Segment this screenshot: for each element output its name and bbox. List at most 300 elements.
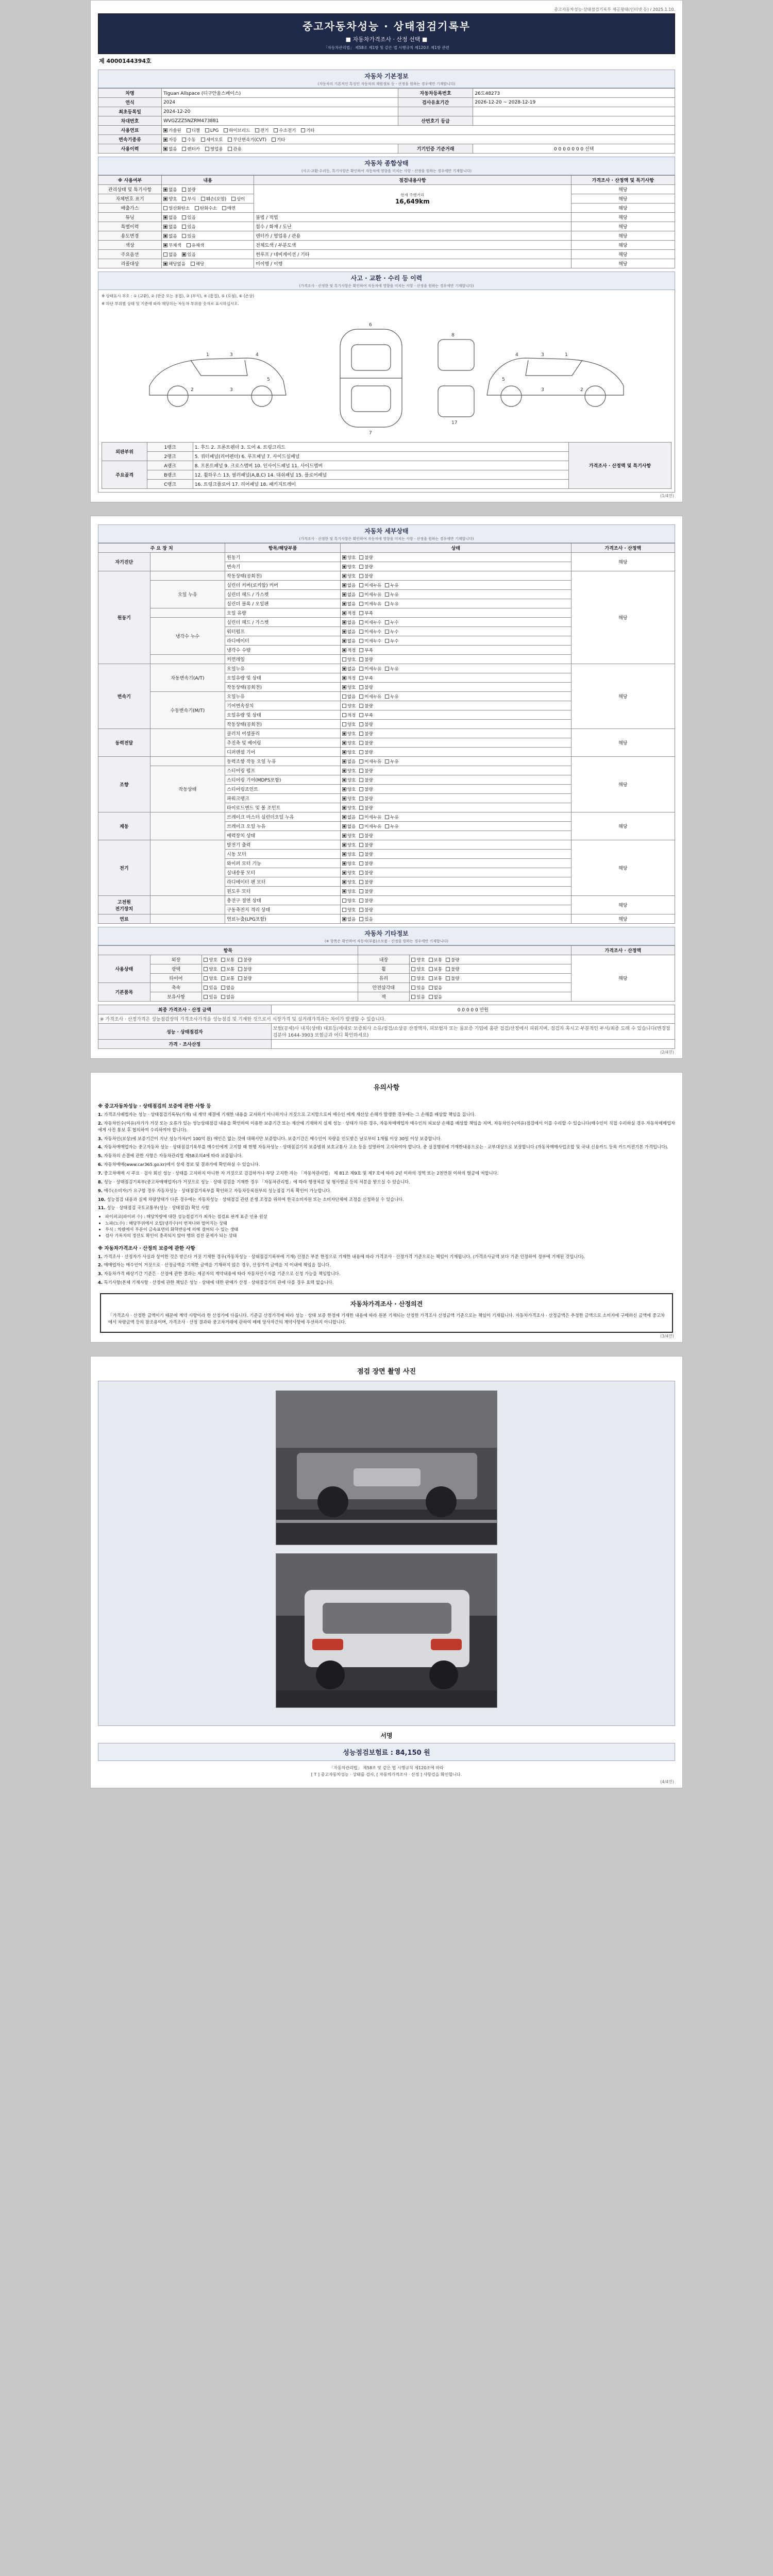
checkbox-icon[interactable] <box>385 694 389 699</box>
other-opt-a-0-1[interactable]: 보통 <box>221 957 234 963</box>
detail-item-opts[interactable] <box>340 673 571 683</box>
checkbox-icon[interactable] <box>342 908 346 912</box>
detail-opt-8-1[interactable]: 있음 <box>359 916 373 922</box>
detail-item-opts[interactable] <box>340 914 571 924</box>
checkbox-icon[interactable] <box>359 685 363 689</box>
detail-opt-5-2[interactable]: 누유 <box>385 814 398 820</box>
checkbox-icon[interactable] <box>342 657 346 662</box>
checkbox-icon[interactable] <box>342 880 346 884</box>
fuel-opt-2[interactable]: LPG <box>205 128 219 133</box>
checkbox-icon[interactable] <box>221 958 225 962</box>
checkbox-icon[interactable] <box>342 620 346 624</box>
other-opts-2[interactable] <box>410 955 571 964</box>
checkbox-icon[interactable] <box>385 815 389 819</box>
checkbox-icon[interactable] <box>429 976 433 980</box>
checkbox-icon[interactable] <box>342 630 346 634</box>
checkbox-icon[interactable] <box>342 871 346 875</box>
fuel-opt-1[interactable]: 디젤 <box>187 127 200 133</box>
checkbox-icon[interactable] <box>342 899 346 903</box>
detail-opt-1-1[interactable]: 미세누유 <box>359 601 381 607</box>
overall-opts-5[interactable]: 없음 있음 <box>162 231 254 241</box>
detail-opt-4-1[interactable]: 불량 <box>359 768 373 774</box>
overall-opts-4[interactable]: 없음 있음 <box>162 222 254 231</box>
detail-item-opts[interactable] <box>340 794 571 803</box>
checkbox-icon[interactable] <box>385 620 389 624</box>
detail-item-opts[interactable] <box>340 850 571 859</box>
detail-opt-4-1[interactable]: 미세누유 <box>359 758 381 765</box>
checkbox-icon[interactable] <box>204 958 208 962</box>
detail-opt-1-0[interactable]: 없음 <box>342 582 356 588</box>
detail-item-opts[interactable] <box>340 757 571 766</box>
other-opts-1[interactable] <box>202 955 358 964</box>
checkbox-icon[interactable] <box>342 648 346 652</box>
checkbox-icon[interactable] <box>359 713 363 717</box>
detail-opt-0-0[interactable]: 양호 <box>342 554 356 561</box>
detail-opt-2-1[interactable]: 미세누유 <box>359 693 381 700</box>
checkbox-icon[interactable] <box>342 722 346 726</box>
checkbox-icon[interactable] <box>342 778 346 782</box>
detail-opt-1-1[interactable]: 불량 <box>359 573 373 579</box>
checkbox-icon[interactable] <box>359 611 363 615</box>
checkbox-icon[interactable] <box>359 722 363 726</box>
detail-opt-3-0[interactable]: 양호 <box>342 749 356 755</box>
overall-opts-6[interactable]: 무채색 유채색 <box>162 241 254 250</box>
detail-opt-6-1[interactable]: 불량 <box>359 888 373 894</box>
detail-opt-3-1[interactable]: 불량 <box>359 749 373 755</box>
checkbox-icon[interactable] <box>342 639 346 643</box>
detail-opt-1-0[interactable]: 없음 <box>342 591 356 598</box>
detail-opt-2-0[interactable]: 양호 <box>342 684 356 690</box>
checkbox-icon[interactable] <box>359 620 363 624</box>
checkbox-icon[interactable] <box>221 986 225 990</box>
other-opt-a-0-2[interactable]: 불량 <box>238 957 251 963</box>
detail-opt-4-0[interactable]: 양호 <box>342 786 356 792</box>
checkbox-icon[interactable] <box>359 583 363 587</box>
checkbox-icon[interactable] <box>359 899 363 903</box>
checkbox-icon[interactable] <box>359 806 363 810</box>
use-history-options[interactable] <box>162 144 398 154</box>
detail-item-opts[interactable] <box>340 877 571 887</box>
detail-opt-2-1[interactable]: 부족 <box>359 675 373 681</box>
fuel-opt-3[interactable]: 하이브리드 <box>224 127 250 133</box>
checkbox-icon[interactable] <box>204 995 208 999</box>
checkbox-icon[interactable] <box>411 958 415 962</box>
detail-opt-3-0[interactable]: 양호 <box>342 731 356 737</box>
detail-opt-6-1[interactable]: 불량 <box>359 842 373 848</box>
other-opt-b-4-0[interactable]: 있음 <box>411 994 425 1000</box>
other-opts-2[interactable] <box>410 974 571 983</box>
other-opt-b-4-1[interactable]: 없음 <box>429 994 442 1000</box>
checkbox-icon[interactable] <box>342 824 346 828</box>
checkbox-icon[interactable] <box>359 630 363 634</box>
checkbox-icon[interactable] <box>238 958 242 962</box>
detail-opt-6-1[interactable]: 불량 <box>359 879 373 885</box>
detail-opt-2-1[interactable]: 미세누유 <box>359 666 381 672</box>
checkbox-icon[interactable] <box>359 834 363 838</box>
checkbox-icon[interactable] <box>342 685 346 689</box>
checkbox-icon[interactable] <box>342 667 346 671</box>
gear-opt-1[interactable]: 수동 <box>182 137 195 143</box>
checkbox-icon[interactable] <box>342 713 346 717</box>
overall-opts-8[interactable]: 해당없음 해당 <box>162 259 254 268</box>
checkbox-icon[interactable] <box>342 834 346 838</box>
checkbox-icon[interactable] <box>359 843 363 847</box>
detail-opt-0-1[interactable]: 불량 <box>359 564 373 570</box>
checkbox-icon[interactable] <box>359 871 363 875</box>
other-opt-a-1-0[interactable]: 양호 <box>204 966 217 972</box>
detail-opt-2-1[interactable]: 불량 <box>359 721 373 727</box>
other-opt-a-0-0[interactable]: 양호 <box>204 957 217 963</box>
checkbox-icon[interactable] <box>411 995 415 999</box>
detail-opt-1-2[interactable]: 누유 <box>385 582 398 588</box>
detail-item-opts[interactable] <box>340 646 571 655</box>
other-opt-b-2-0[interactable]: 양호 <box>411 975 425 981</box>
checkbox-icon[interactable] <box>342 815 346 819</box>
checkbox-icon[interactable] <box>204 976 208 980</box>
overall-opts-1[interactable]: 양호 부식 훼손(오염) 상이 <box>162 194 254 204</box>
detail-opt-3-1[interactable]: 불량 <box>359 740 373 746</box>
use-opt-2[interactable]: 영업용 <box>205 146 223 152</box>
checkbox-icon[interactable] <box>385 592 389 597</box>
detail-item-opts[interactable] <box>340 664 571 673</box>
other-opt-b-2-2[interactable]: 불량 <box>446 975 459 981</box>
detail-opt-5-0[interactable]: 없음 <box>342 823 356 829</box>
detail-opt-1-1[interactable]: 미세누수 <box>359 619 381 625</box>
checkbox-icon[interactable] <box>359 648 363 652</box>
checkbox-icon[interactable] <box>359 657 363 662</box>
gear-opt-2[interactable]: 세미오토 <box>201 137 223 143</box>
checkbox-icon[interactable] <box>385 759 389 764</box>
fuel-opt-4[interactable]: 전기 <box>255 127 268 133</box>
detail-opt-8-0[interactable]: 없음 <box>342 916 356 922</box>
other-opt-a-1-2[interactable]: 불량 <box>238 966 251 972</box>
other-opt-a-2-0[interactable]: 양호 <box>204 975 217 981</box>
detail-item-opts[interactable] <box>340 887 571 896</box>
detail-opt-4-1[interactable]: 불량 <box>359 805 373 811</box>
checkbox-icon[interactable] <box>359 602 363 606</box>
checkbox-icon[interactable] <box>342 574 346 578</box>
detail-opt-2-1[interactable]: 불량 <box>359 684 373 690</box>
checkbox-icon[interactable] <box>359 704 363 708</box>
detail-item-opts[interactable] <box>340 868 571 877</box>
detail-item-opts[interactable] <box>340 571 571 581</box>
detail-item-opts[interactable] <box>340 692 571 701</box>
detail-opt-1-2[interactable]: 누수 <box>385 619 398 625</box>
detail-opt-0-0[interactable]: 양호 <box>342 564 356 570</box>
gear-options[interactable] <box>162 135 675 144</box>
gear-opt-4[interactable]: 기타 <box>272 137 285 143</box>
detail-item-opts[interactable] <box>340 683 571 692</box>
checkbox-icon[interactable] <box>359 639 363 643</box>
other-opt-a-1-1[interactable]: 보통 <box>221 966 234 972</box>
checkbox-icon[interactable] <box>359 908 363 912</box>
checkbox-icon[interactable] <box>342 759 346 764</box>
checkbox-icon[interactable] <box>359 852 363 856</box>
checkbox-icon[interactable] <box>359 555 363 560</box>
checkbox-icon[interactable] <box>429 986 433 990</box>
detail-opt-1-1[interactable]: 부족 <box>359 647 373 653</box>
other-opt-b-1-1[interactable]: 보통 <box>429 966 442 972</box>
detail-opt-4-2[interactable]: 누유 <box>385 758 398 765</box>
checkbox-icon[interactable] <box>342 852 346 856</box>
fuel-options[interactable] <box>162 126 675 135</box>
checkbox-icon[interactable] <box>429 967 433 971</box>
detail-opt-7-1[interactable]: 불량 <box>359 897 373 904</box>
checkbox-icon[interactable] <box>385 630 389 634</box>
use-opt-0[interactable]: 없음 <box>163 146 177 152</box>
detail-opt-2-1[interactable]: 부족 <box>359 712 373 718</box>
other-opts-1[interactable] <box>202 983 358 992</box>
detail-opt-4-0[interactable]: 없음 <box>342 758 356 765</box>
detail-opt-4-0[interactable]: 양호 <box>342 805 356 811</box>
checkbox-icon[interactable] <box>359 574 363 578</box>
checkbox-icon[interactable] <box>359 796 363 801</box>
detail-opt-2-1[interactable]: 불량 <box>359 703 373 709</box>
checkbox-icon[interactable] <box>342 602 346 606</box>
detail-opt-4-0[interactable]: 양호 <box>342 777 356 783</box>
checkbox-icon[interactable] <box>429 995 433 999</box>
detail-item-opts[interactable] <box>340 905 571 914</box>
detail-item-opts[interactable] <box>340 655 571 664</box>
detail-opt-5-1[interactable]: 미세누유 <box>359 823 381 829</box>
checkbox-icon[interactable] <box>411 967 415 971</box>
other-opt-a-2-2[interactable]: 불량 <box>238 975 251 981</box>
checkbox-icon[interactable] <box>385 583 389 587</box>
checkbox-icon[interactable] <box>359 769 363 773</box>
checkbox-icon[interactable] <box>204 986 208 990</box>
detail-item-opts[interactable] <box>340 831 571 840</box>
checkbox-icon[interactable] <box>238 967 242 971</box>
detail-item-opts[interactable] <box>340 766 571 775</box>
detail-opt-5-1[interactable]: 미세누유 <box>359 814 381 820</box>
checkbox-icon[interactable] <box>342 917 346 921</box>
detail-opt-1-0[interactable]: 적정 <box>342 610 356 616</box>
detail-opt-1-2[interactable]: 누수 <box>385 629 398 635</box>
checkbox-icon[interactable] <box>446 976 450 980</box>
checkbox-icon[interactable] <box>446 958 450 962</box>
detail-opt-1-1[interactable]: 부족 <box>359 610 373 616</box>
checkbox-icon[interactable] <box>359 824 363 828</box>
detail-opt-5-0[interactable]: 양호 <box>342 833 356 839</box>
checkbox-icon[interactable] <box>221 967 225 971</box>
detail-opt-1-0[interactable]: 없음 <box>342 638 356 644</box>
fuel-opt-5[interactable]: 수소전기 <box>274 127 296 133</box>
detail-opt-2-0[interactable]: 없음 <box>342 693 356 700</box>
detail-opt-2-0[interactable]: 적정 <box>342 675 356 681</box>
detail-opt-1-2[interactable]: 누유 <box>385 601 398 607</box>
overall-opts-3[interactable]: 없음 있음 <box>162 213 254 222</box>
checkbox-icon[interactable] <box>342 732 346 736</box>
detail-opt-3-1[interactable]: 불량 <box>359 731 373 737</box>
other-opt-b-1-2[interactable]: 불량 <box>446 966 459 972</box>
use-opt-1[interactable]: 렌터카 <box>182 146 200 152</box>
checkbox-icon[interactable] <box>359 565 363 569</box>
checkbox-icon[interactable] <box>342 704 346 708</box>
detail-opt-6-1[interactable]: 불량 <box>359 860 373 867</box>
detail-item-opts[interactable] <box>340 785 571 794</box>
detail-item-opts[interactable] <box>340 729 571 738</box>
checkbox-icon[interactable] <box>342 787 346 791</box>
detail-opt-1-0[interactable]: 없음 <box>342 629 356 635</box>
detail-item-opts[interactable] <box>340 627 571 636</box>
checkbox-icon[interactable] <box>342 861 346 866</box>
checkbox-icon[interactable] <box>359 667 363 671</box>
detail-opt-6-0[interactable]: 양호 <box>342 860 356 867</box>
detail-item-opts[interactable] <box>340 859 571 868</box>
checkbox-icon[interactable] <box>385 602 389 606</box>
detail-opt-6-0[interactable]: 양호 <box>342 842 356 848</box>
detail-opt-3-0[interactable]: 양호 <box>342 740 356 746</box>
detail-item-opts[interactable] <box>340 720 571 729</box>
checkbox-icon[interactable] <box>342 611 346 615</box>
detail-item-opts[interactable] <box>340 608 571 618</box>
detail-opt-1-2[interactable]: 누수 <box>385 638 398 644</box>
other-opts-1[interactable] <box>202 992 358 1002</box>
gear-opt-0[interactable]: 자동 <box>163 137 177 143</box>
detail-item-opts[interactable] <box>340 636 571 646</box>
detail-opt-1-1[interactable]: 미세누수 <box>359 638 381 644</box>
checkbox-icon[interactable] <box>342 676 346 680</box>
detail-item-opts[interactable] <box>340 812 571 822</box>
detail-opt-2-0[interactable]: 양호 <box>342 703 356 709</box>
detail-opt-2-2[interactable]: 누유 <box>385 666 398 672</box>
checkbox-icon[interactable] <box>221 995 225 999</box>
detail-opt-5-2[interactable]: 누유 <box>385 823 398 829</box>
detail-item-opts[interactable] <box>340 738 571 748</box>
detail-item-opts[interactable] <box>340 553 571 562</box>
detail-opt-6-1[interactable]: 불량 <box>359 870 373 876</box>
detail-opt-5-1[interactable]: 불량 <box>359 833 373 839</box>
checkbox-icon[interactable] <box>359 732 363 736</box>
checkbox-icon[interactable] <box>342 592 346 597</box>
use-opt-3[interactable]: 관용 <box>228 146 241 152</box>
detail-item-opts[interactable] <box>340 803 571 812</box>
detail-item-opts[interactable] <box>340 562 571 571</box>
other-opt-b-0-1[interactable]: 보통 <box>429 957 442 963</box>
checkbox-icon[interactable] <box>385 824 389 828</box>
checkbox-icon[interactable] <box>359 889 363 893</box>
checkbox-icon[interactable] <box>342 565 346 569</box>
detail-item-opts[interactable] <box>340 581 571 590</box>
detail-item-opts[interactable] <box>340 775 571 785</box>
checkbox-icon[interactable] <box>359 787 363 791</box>
detail-item-opts[interactable] <box>340 590 571 599</box>
detail-item-opts[interactable] <box>340 748 571 757</box>
detail-opt-1-0[interactable]: 적정 <box>342 647 356 653</box>
detail-opt-5-0[interactable]: 없음 <box>342 814 356 820</box>
checkbox-icon[interactable] <box>385 639 389 643</box>
checkbox-icon[interactable] <box>342 741 346 745</box>
detail-opt-1-1[interactable]: 불량 <box>359 656 373 663</box>
other-opts-1[interactable] <box>202 964 358 974</box>
checkbox-icon[interactable] <box>411 976 415 980</box>
checkbox-icon[interactable] <box>359 592 363 597</box>
gear-opt-3[interactable]: 무단변속기(CVT) <box>228 137 266 143</box>
checkbox-icon[interactable] <box>359 694 363 699</box>
detail-opt-4-1[interactable]: 불량 <box>359 777 373 783</box>
checkbox-icon[interactable] <box>359 815 363 819</box>
checkbox-icon[interactable] <box>342 750 346 754</box>
detail-opt-7-0[interactable]: 양호 <box>342 897 356 904</box>
checkbox-icon[interactable] <box>342 889 346 893</box>
detail-opt-4-1[interactable]: 불량 <box>359 786 373 792</box>
other-opt-b-1-0[interactable]: 양호 <box>411 966 425 972</box>
detail-opt-2-0[interactable]: 양호 <box>342 721 356 727</box>
detail-item-opts[interactable] <box>340 710 571 720</box>
detail-opt-1-1[interactable]: 미세누수 <box>359 629 381 635</box>
checkbox-icon[interactable] <box>204 967 208 971</box>
detail-opt-1-0[interactable]: 양호 <box>342 573 356 579</box>
detail-item-opts[interactable] <box>340 896 571 905</box>
other-opt-a-2-1[interactable]: 보통 <box>221 975 234 981</box>
checkbox-icon[interactable] <box>359 741 363 745</box>
detail-opt-1-0[interactable]: 없음 <box>342 601 356 607</box>
detail-item-opts[interactable] <box>340 701 571 710</box>
detail-opt-4-0[interactable]: 양호 <box>342 795 356 802</box>
detail-opt-6-0[interactable]: 양호 <box>342 879 356 885</box>
other-opt-b-3-1[interactable]: 없음 <box>429 985 442 991</box>
detail-opt-7-0[interactable]: 양호 <box>342 907 356 913</box>
detail-opt-2-0[interactable]: 적정 <box>342 712 356 718</box>
checkbox-icon[interactable] <box>359 750 363 754</box>
checkbox-icon[interactable] <box>342 806 346 810</box>
detail-opt-1-0[interactable]: 없음 <box>342 619 356 625</box>
checkbox-icon[interactable] <box>342 769 346 773</box>
checkbox-icon[interactable] <box>342 843 346 847</box>
detail-item-opts[interactable] <box>340 840 571 850</box>
detail-opt-4-1[interactable]: 불량 <box>359 795 373 802</box>
detail-opt-1-1[interactable]: 미세누유 <box>359 591 381 598</box>
fuel-opt-0[interactable]: 가솔린 <box>163 127 181 133</box>
fuel-opt-6[interactable]: 기타 <box>301 127 314 133</box>
other-opt-a-4-0[interactable]: 있음 <box>204 994 217 1000</box>
detail-opt-4-0[interactable]: 양호 <box>342 768 356 774</box>
checkbox-icon[interactable] <box>359 759 363 764</box>
overall-opts-7[interactable]: 없음 있음 <box>162 250 254 259</box>
checkbox-icon[interactable] <box>359 880 363 884</box>
other-opt-b-0-0[interactable]: 양호 <box>411 957 425 963</box>
checkbox-icon[interactable] <box>342 583 346 587</box>
detail-opt-2-2[interactable]: 누유 <box>385 693 398 700</box>
other-opt-a-3-0[interactable]: 있음 <box>204 985 217 991</box>
detail-opt-1-2[interactable]: 누유 <box>385 591 398 598</box>
detail-opt-6-0[interactable]: 양호 <box>342 851 356 857</box>
checkbox-icon[interactable] <box>238 976 242 980</box>
other-opt-a-4-1[interactable]: 없음 <box>221 994 234 1000</box>
other-opts-2[interactable] <box>410 983 571 992</box>
other-opt-b-0-2[interactable]: 불량 <box>446 957 459 963</box>
checkbox-icon[interactable] <box>446 967 450 971</box>
checkbox-icon[interactable] <box>411 986 415 990</box>
checkbox-icon[interactable] <box>342 796 346 801</box>
detail-item-opts[interactable] <box>340 822 571 831</box>
checkbox-icon[interactable] <box>342 555 346 560</box>
other-opt-b-3-0[interactable]: 있음 <box>411 985 425 991</box>
detail-opt-0-1[interactable]: 불량 <box>359 554 373 561</box>
other-opts-2[interactable] <box>410 964 571 974</box>
detail-item-opts[interactable] <box>340 618 571 627</box>
checkbox-icon[interactable] <box>221 976 225 980</box>
overall-opts-0[interactable]: 없음 불량 <box>162 185 254 194</box>
detail-opt-6-0[interactable]: 양호 <box>342 888 356 894</box>
checkbox-icon[interactable] <box>385 667 389 671</box>
detail-opt-1-1[interactable]: 미세누유 <box>359 582 381 588</box>
detail-opt-6-0[interactable]: 양호 <box>342 870 356 876</box>
other-opts-2[interactable] <box>410 992 571 1002</box>
detail-opt-7-1[interactable]: 불량 <box>359 907 373 913</box>
detail-opt-6-1[interactable]: 불량 <box>359 851 373 857</box>
other-opts-1[interactable] <box>202 974 358 983</box>
